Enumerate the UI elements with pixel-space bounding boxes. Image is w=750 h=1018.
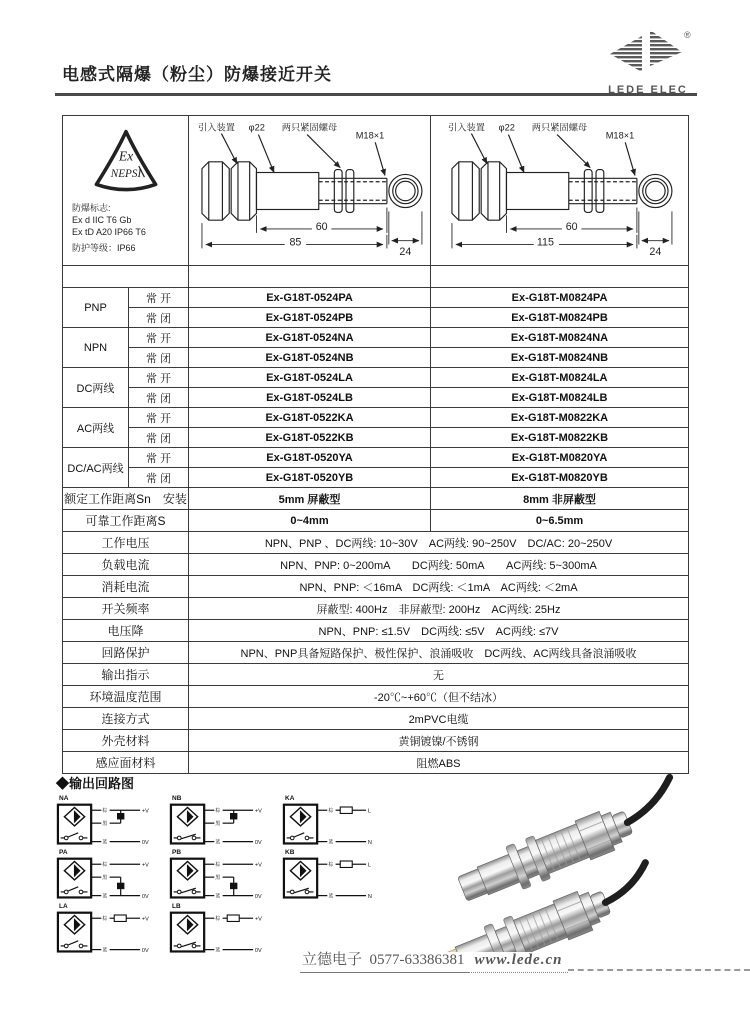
thread-label: M18×1 [605,129,634,140]
svg-text:+V: +V [141,862,149,869]
svg-text:棕: 棕 [102,862,108,869]
spec-value: 无 [189,664,689,686]
model-category: AC两线 [63,408,129,448]
cert-code-1: Ex d IIC T6 Gb [72,214,132,225]
svg-text:0V: 0V [141,839,149,846]
model-category: DC两线 [63,368,129,408]
spec-label: 回路保护 [63,642,189,664]
model-number: Ex-G18T-M0820YB [431,468,689,488]
state-cell: 常 闭 [129,348,189,368]
header-rule [55,93,697,96]
svg-text:蓝: 蓝 [328,893,334,900]
state-cell: 常 开 [129,448,189,468]
spec-value: 阻燃ABS [189,752,689,774]
spec-table [62,115,689,774]
svg-text:蓝: 蓝 [328,839,334,846]
state-cell: 常 闭 [129,468,189,488]
model-number: Ex-G18T-M0822KA [431,408,689,428]
svg-text:黑: 黑 [215,821,221,827]
spec-value: 2mPVC电缆 [189,708,689,730]
circuit-diagram: LB 棕 蓝 +V 0V [169,903,282,957]
footer-company-phone [300,948,469,973]
svg-text:棕: 棕 [102,916,108,923]
svg-text:N: N [367,893,372,900]
spec-label: 消耗电流 [63,576,189,598]
dimension-drawing-right [431,116,689,266]
spec-value: -20℃~+60℃（但不结冰） [189,686,689,708]
svg-text:0V: 0V [254,947,262,954]
lead-device-label: 引入装置 [197,122,235,133]
certification-cell [63,116,189,266]
circuit-diagram: PB 棕 蓝 +V 0V 黑 [169,849,282,903]
spec-value: 0~4mm [189,510,431,532]
footer-company: 立德电子 [302,952,363,968]
spec-value: 黄铜镀镍/不锈钢 [189,730,689,752]
model-number: Ex-G18T-0524LA [189,368,431,388]
state-cell: 常 闭 [129,388,189,408]
svg-text:蓝: 蓝 [102,839,108,846]
spec-label: 工作电压 [63,532,189,554]
sensor-drawing-115-icon [435,118,685,264]
thread-label: M18×1 [355,129,384,140]
svg-text:0V: 0V [254,839,262,846]
model-number: Ex-G18T-M0824LA [431,368,689,388]
brand-wordmark: LEDE ELEC [608,84,688,96]
circuit-diagram: LA 棕 蓝 +V 0V [56,903,169,957]
svg-text:+V: +V [141,808,149,815]
circuit-icon [169,855,267,903]
circuit-grid [56,795,401,957]
registered-mark: ® [684,30,691,40]
state-cell: 常 闭 [129,428,189,448]
nepsi-mark-icon [86,126,166,198]
model-number: Ex-G18T-0520YB [189,468,431,488]
cert-label: 防爆标志: [72,203,111,214]
empty-row [63,266,689,288]
model-number: Ex-G18T-0524NB [189,348,431,368]
model-category: NPN [63,328,129,368]
sensor-drawing-85-icon [191,118,429,264]
circuit-diagram: PA 棕 蓝 +V 0V 黑 [56,849,169,903]
model-number: Ex-G18T-M0822KB [431,428,689,448]
dim-total: 85 [288,236,301,249]
spec-value: NPN、PNP: 0~200mA DC两线: 50mA AC两线: 5~300mA [189,554,689,576]
spec-value: NPN、PNP具备短路保护、极性保护、浪涌吸收 DC两线、AC两线具备浪涌吸收 [189,642,689,664]
circuit-icon [282,855,380,903]
spec-label: 电压降 [63,620,189,642]
svg-text:黑: 黑 [102,821,108,827]
svg-text:黑: 黑 [215,875,221,881]
lede-logo-icon [602,28,694,78]
circuit-diagram: NB 棕 蓝 +V 0V 黑 [169,795,282,849]
circuit-icon [56,855,154,903]
svg-text:蓝: 蓝 [102,947,108,954]
page-title: 电感式隔爆（粉尘）防爆接近开关 [62,65,332,84]
model-category: PNP [63,288,129,328]
spec-label: 感应面材料 [63,752,189,774]
svg-text:黑: 黑 [102,875,108,881]
circuit-icon [282,801,380,849]
model-number: Ex-G18T-0524LB [189,388,431,408]
state-cell: 常 开 [129,288,189,308]
state-cell: 常 开 [129,328,189,348]
state-cell: 常 闭 [129,308,189,328]
dim-mid: 60 [315,220,328,233]
spec-label: 外壳材料 [63,730,189,752]
svg-text:棕: 棕 [215,862,221,869]
footer-dash-line [568,969,750,971]
spec-label: 可靠工作距离S [63,510,189,532]
svg-text:0V: 0V [254,893,262,900]
model-number: Ex-G18T-0524NA [189,328,431,348]
lock-nuts-label: 两只紧固螺母 [531,122,587,133]
footer [300,948,750,973]
footer-phone: 0577-63386381 [369,952,465,968]
model-number: Ex-G18T-M0824PA [431,288,689,308]
spec-label: 额定工作距离Sn 安装 [63,488,189,510]
svg-text:0V: 0V [141,947,149,954]
svg-text:0V: 0V [141,893,149,900]
brand-logo [602,28,694,96]
svg-text:+V: +V [254,916,262,923]
spec-label: 环境温度范围 [63,686,189,708]
state-cell: 常 开 [129,368,189,388]
spec-value: NPN、PNP 、DC两线: 10~30V AC两线: 90~250V DC/AC: 20~250V [189,532,689,554]
svg-text:NEPSI: NEPSI [110,168,141,181]
circuit-diagram: NA 棕 蓝 +V 0V 黑 [56,795,169,849]
svg-text:棕: 棕 [215,808,221,815]
model-number: Ex-G18T-M0824NB [431,348,689,368]
cert-code-2: Ex tD A20 IP66 T6 [72,226,146,237]
svg-text:棕: 棕 [328,808,334,815]
spec-value: 5mm 屏蔽型 [189,488,431,510]
dim-side: 24 [398,245,411,258]
spec-value: 屏蔽型: 400Hz 非屏蔽型: 200Hz AC两线: 25Hz [189,598,689,620]
lead-device-label: 引入装置 [447,122,485,133]
dim-total: 115 [536,236,554,249]
spec-value: 8mm 非屏蔽型 [431,488,689,510]
circuit-icon [169,801,267,849]
svg-text:Ex: Ex [118,148,133,164]
svg-text:棕: 棕 [328,862,334,869]
model-number: Ex-G18T-0524PA [189,288,431,308]
model-number: Ex-G18T-M0824NA [431,328,689,348]
svg-text:L: L [367,808,372,815]
model-category: DC/AC两线 [63,448,129,488]
product-photos [423,770,710,952]
diameter-label: φ22 [498,122,515,133]
svg-text:蓝: 蓝 [215,839,221,846]
spec-value: 0~6.5mm [431,510,689,532]
circuit-diagram: KA 棕 蓝 L N [282,795,395,849]
spec-label: 开关频率 [63,598,189,620]
model-number: Ex-G18T-0522KB [189,428,431,448]
circuit-icon [56,801,154,849]
circuit-diagram: KB 棕 蓝 L N [282,849,395,903]
model-number: Ex-G18T-M0824PB [431,308,689,328]
model-number: Ex-G18T-0520YA [189,448,431,468]
svg-text:L: L [367,862,372,869]
cert-text-block [63,203,188,255]
spec-label: 输出指示 [63,664,189,686]
model-number: Ex-G18T-0522KA [189,408,431,428]
sensor-photo-icon [423,770,710,952]
output-circuits-section [56,773,406,957]
spec-value: NPN、PNP: ＜16mA DC两线: ＜1mA AC两线: ＜2mA [189,576,689,598]
dim-mid: 60 [565,220,578,233]
svg-text:+V: +V [254,808,262,815]
svg-text:+V: +V [141,916,149,923]
svg-text:棕: 棕 [215,916,221,923]
spec-label: 连接方式 [63,708,189,730]
dim-side: 24 [648,245,661,258]
svg-text:蓝: 蓝 [102,893,108,900]
model-number: Ex-G18T-M0820YA [431,448,689,468]
svg-text:棕: 棕 [102,808,108,815]
cert-protection: 防护等级：IP66 [72,243,136,254]
svg-text:+V: +V [254,862,262,869]
diameter-label: φ22 [248,122,265,133]
svg-text:N: N [367,839,372,846]
dimension-drawing-left [189,116,431,266]
svg-text:蓝: 蓝 [215,947,221,954]
spec-value: NPN、PNP: ≤1.5V DC两线: ≤5V AC两线: ≤7V [189,620,689,642]
circuit-icon [169,909,267,957]
circuits-section-title: ◆输出回路图 [56,776,135,791]
model-number: Ex-G18T-0524PB [189,308,431,328]
spec-label: 负载电流 [63,554,189,576]
circuit-icon [56,909,154,957]
footer-website: www.lede.cn [469,952,569,973]
lock-nuts-label: 两只紧固螺母 [281,122,337,133]
svg-text:蓝: 蓝 [215,893,221,900]
model-number: Ex-G18T-M0824LB [431,388,689,408]
state-cell: 常 开 [129,408,189,428]
